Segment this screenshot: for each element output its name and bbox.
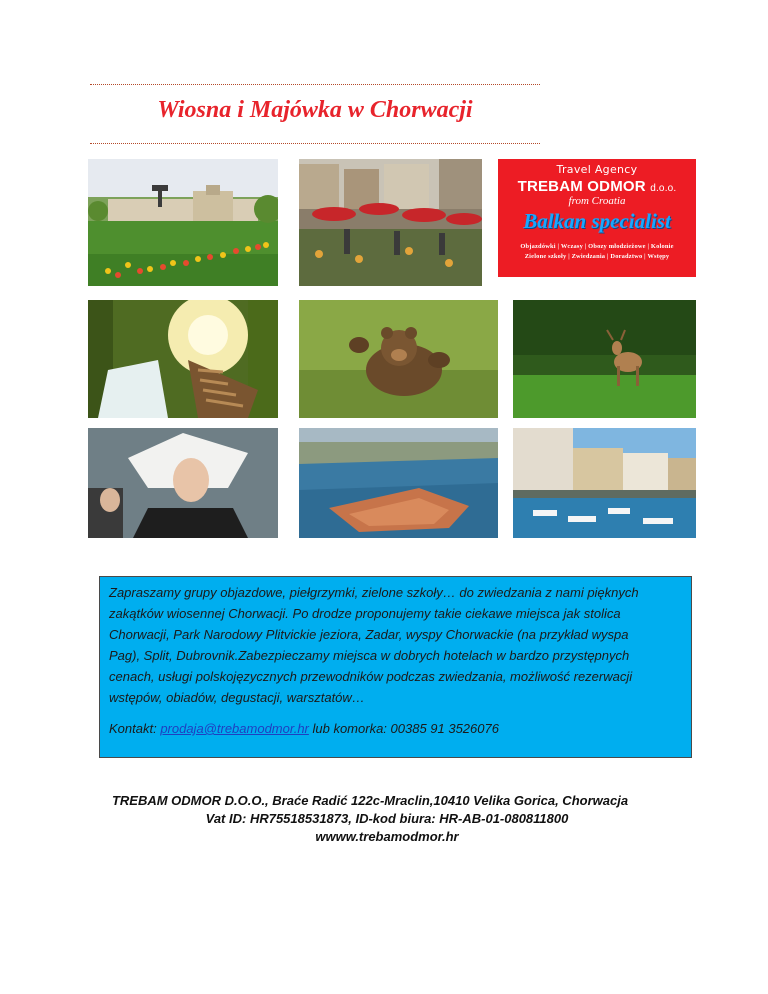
info-line-3: Chorwacji, Park Narodowy Plitvickie jeziora, Zadar, wyspy Chorwackie (na przykład wyspa xyxy=(109,627,629,642)
services-row-2: Zielone szkoły | Zwiedzania | Doradztwo | Wstępy xyxy=(524,253,670,260)
photo-harbour xyxy=(513,428,696,538)
top-dotted-rule xyxy=(90,84,540,85)
info-line-5: cenach, usługi polskojęzycznych przewodników podczas zwiedzania, możliwość rezerwacji xyxy=(109,669,633,684)
page-title: Wiosna i Majówka w Chorwacji xyxy=(157,97,473,123)
contact-phone: lub komorka: 00385 91 3526076 xyxy=(308,721,499,736)
agency-suffix: d.o.o. xyxy=(650,183,677,194)
agency-line: Travel Agency xyxy=(556,163,638,176)
footer-ids: Vat ID: HR75518531873, ID-kod biura: HR-AB-01-080811800 xyxy=(205,811,569,826)
email-link[interactable]: prodaja@trebamodmor.hr xyxy=(160,721,309,736)
info-line-6: wstępów, obiadów, degustacji, warsztatów… xyxy=(109,690,365,705)
agency-tagline: Balkan specialist xyxy=(523,209,671,233)
photo-zagreb-square xyxy=(88,159,278,286)
info-line-1: Zapraszamy grupy objazdowe, piełgrzymki, zielone szkoły… do zwiedzania z nami pięknych xyxy=(109,585,639,600)
agency-name xyxy=(498,178,696,195)
agency-services xyxy=(498,242,696,262)
contact-prefix: Kontakt: xyxy=(109,721,161,736)
agency-from: from Croatia xyxy=(568,195,626,207)
photo-market xyxy=(299,159,482,286)
photo-zadar-aerial xyxy=(299,428,498,538)
photo-plitvice xyxy=(88,300,278,418)
photo-deer xyxy=(513,300,696,418)
info-line-4: Pag), Split, Dubrovnik.Zabezpieczamy miejsca w dobrych hotelach w bardzo przystępnych xyxy=(109,648,630,663)
services-row-1: Objazdówki | Wczasy | Obozy młodzieżowe | Kolonie xyxy=(520,243,674,250)
footer-website: wwww.trebamodmor.hr xyxy=(315,829,459,844)
photo-bear xyxy=(299,300,498,418)
agency-card xyxy=(498,159,696,277)
footer-address: TREBAM ODMOR D.O.O., Braće Radić 122c-Mraclin,10410 Velika Gorica, Chorwacja xyxy=(111,793,629,808)
info-box xyxy=(99,576,692,758)
footer xyxy=(0,792,768,846)
photo-folk-costume xyxy=(88,428,278,538)
agency-name-text: TREBAM ODMOR xyxy=(517,178,646,195)
info-line-2: zakątków wiosennej Chorwacji. Po drodze proponujemy takie ciekawe miejsca jak stolica xyxy=(109,606,621,621)
contact-line xyxy=(109,718,677,739)
bottom-dotted-rule xyxy=(90,143,540,144)
